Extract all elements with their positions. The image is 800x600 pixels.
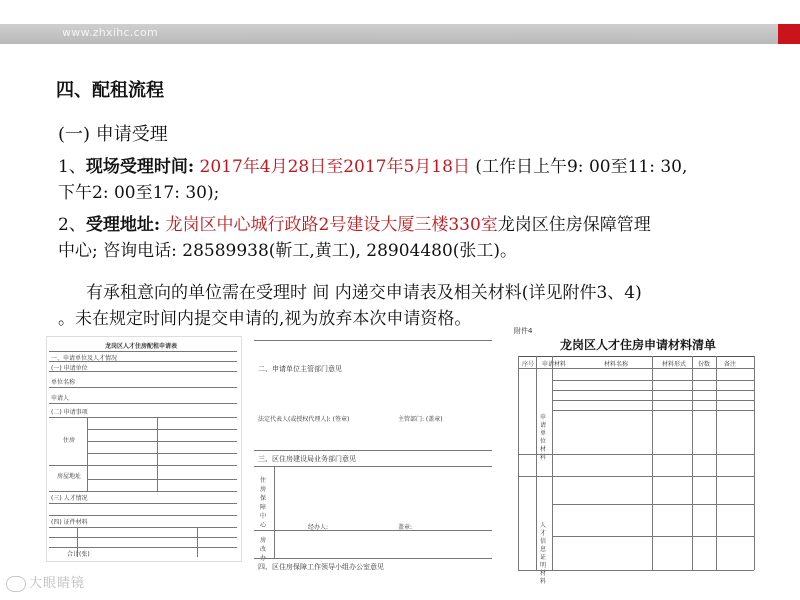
form-title: 龙岗区人才住房配租申请表 bbox=[105, 343, 178, 350]
item1-line1 bbox=[58, 154, 687, 180]
materials-header: 份数 bbox=[698, 361, 711, 368]
opinion-sec4: 四、区住房保障工作领导小组办公室意见 bbox=[258, 563, 384, 571]
watermark bbox=[6, 572, 85, 592]
materials-title: 龙岗区人才住房申请材料清单 bbox=[560, 338, 717, 352]
watermark-logo-icon bbox=[6, 576, 26, 592]
opinion-sec3: 三、区住房建设局业务部门意见 bbox=[258, 455, 356, 463]
attachment-label: 附件4 bbox=[514, 327, 533, 335]
form-row-label: 住房 bbox=[63, 437, 76, 444]
materials-row-label: 申请单位材料 bbox=[540, 414, 547, 461]
item2-prefix: 2、 bbox=[58, 215, 86, 235]
form-row-label: (四) 证件材料 bbox=[51, 519, 88, 526]
section-title: 四、配租流程 bbox=[56, 80, 164, 101]
application-form-image bbox=[46, 336, 242, 562]
paragraph-line1: 有承租意向的单位需在受理时 间 内递交申请表及相关材料(详见附件3、4) bbox=[86, 283, 642, 303]
opinion-side2: 房改办 bbox=[260, 537, 267, 562]
opinion-sec2: 二、申请单位主管部门意见 bbox=[258, 365, 342, 373]
opinion-seal: 盖章: bbox=[398, 524, 413, 531]
materials-header: 序号 bbox=[522, 361, 535, 368]
materials-header: 材料形式 bbox=[662, 361, 687, 368]
banner-red-block bbox=[778, 24, 800, 44]
item1-line2: 下午2: 00至17: 30); bbox=[58, 183, 220, 203]
item1-prefix: 1、 bbox=[58, 157, 86, 177]
item1-dates: 2017年4月28日至2017年5月18日 bbox=[199, 157, 470, 177]
opinion-side1: 住房保障中心 bbox=[260, 477, 267, 529]
form-row-label: 合计(张) bbox=[67, 551, 90, 558]
top-banner bbox=[0, 24, 800, 44]
paragraph-line2: 。未在规定时间内提交申请的,视为放弃本次申请资格。 bbox=[58, 309, 472, 329]
watermark-text: 大眼睛镜 bbox=[29, 576, 86, 591]
item2-line2: 中心; 咨询电话: 28589938(靳工,黄工), 28904480(张工)。 bbox=[58, 241, 518, 261]
form-row-label: 申请人 bbox=[51, 395, 70, 402]
materials-header: 备注 bbox=[724, 361, 737, 368]
form-row-label: (一) 申请单位 bbox=[51, 365, 88, 372]
materials-list-image bbox=[512, 326, 760, 585]
form-row-label: 房屋地址 bbox=[57, 473, 82, 480]
site-url: www.zhxihc.com bbox=[62, 26, 158, 39]
item1-label: 现场受理时间 bbox=[85, 157, 188, 177]
form-row-label: 一、申请单位及人才情况 bbox=[51, 355, 118, 362]
opinion-dept: 主管部门: (盖章) bbox=[398, 416, 443, 423]
opinion-form-image bbox=[248, 336, 498, 572]
form-row-label: (二) 申请事项 bbox=[51, 409, 88, 416]
item2-line1 bbox=[58, 212, 651, 238]
materials-header: 申请材料 bbox=[542, 361, 567, 368]
opinion-handler: 经办人: bbox=[308, 524, 329, 531]
item2-colon: : bbox=[153, 215, 161, 235]
materials-row-label: 人才信息证明材料 bbox=[540, 522, 547, 585]
item2-rest1: 龙岗区住房保障管理 bbox=[497, 215, 651, 235]
form-row-label: (三) 人才情况 bbox=[51, 495, 88, 502]
item2-label: 受理地址 bbox=[85, 215, 154, 235]
subsection-title: (一) 申请受理 bbox=[58, 124, 168, 145]
materials-header: 材料名称 bbox=[604, 361, 629, 368]
item1-rest1: (工作日上午9: 00至11: 30, bbox=[475, 157, 688, 177]
form-row-label: 单位名称 bbox=[51, 379, 76, 386]
item1-colon: : bbox=[187, 157, 195, 177]
opinion-sign: 法定代表人(或授权代理人): (签章) bbox=[258, 416, 350, 423]
item2-address: 龙岗区中心城行政路2号建设大厦三楼330室 bbox=[165, 215, 498, 235]
